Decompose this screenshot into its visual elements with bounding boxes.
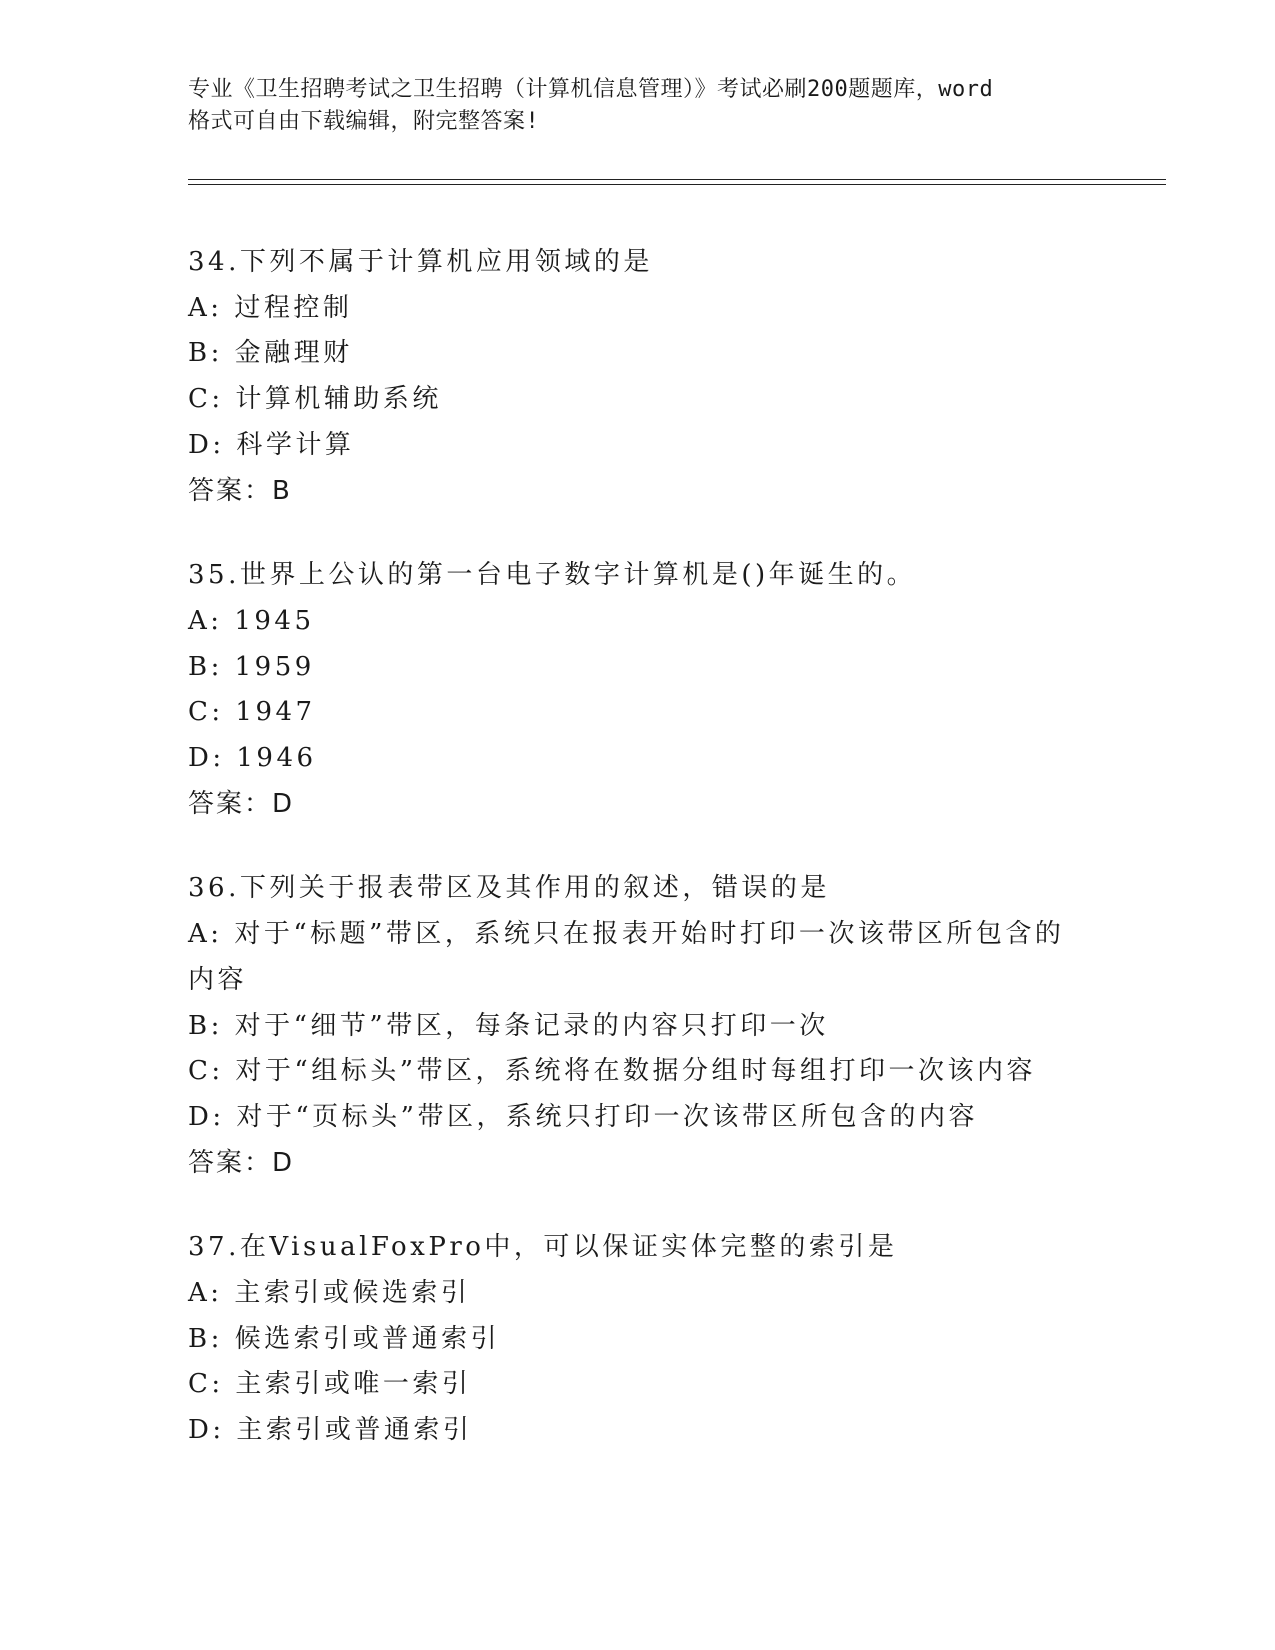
option-text: 1947	[235, 697, 316, 728]
option-text: 主索引或普通索引	[236, 1415, 473, 1446]
option-b	[188, 1317, 1088, 1363]
option-letter: D:	[188, 743, 225, 774]
option-text: 对于“标题”带区，系统只在报表开始时打印一次该带区所包含的内容	[188, 919, 1065, 995]
option-b	[188, 331, 1088, 377]
option-c	[188, 1049, 1088, 1095]
question-34	[188, 240, 1088, 514]
option-d	[188, 423, 1088, 469]
option-b	[188, 645, 1088, 691]
option-c	[188, 377, 1088, 423]
option-letter: B:	[188, 651, 223, 682]
question-stem: 34.下列不属于计算机应用领域的是	[188, 247, 653, 277]
option-text: 对于“组标头”带区，系统将在数据分组时每组打印一次该内容	[235, 1056, 1037, 1087]
option-text: 对于“页标头”带区，系统只打印一次该带区所包含的内容	[236, 1101, 978, 1132]
question-stem: 37.在VisualFoxPro中，可以保证实体完整的索引是	[188, 1232, 898, 1263]
header-divider-top	[188, 179, 1166, 180]
answer-line: 答案：D	[188, 1147, 295, 1178]
option-letter: A:	[188, 292, 223, 323]
option-text: 对于“细节”带区，每条记录的内容只打印一次	[234, 1010, 829, 1041]
option-text: 1946	[236, 743, 317, 774]
option-d	[188, 1408, 1088, 1454]
answer-line: 答案：B	[188, 475, 292, 506]
option-letter: B:	[188, 338, 223, 369]
header-divider-bottom	[188, 184, 1166, 185]
header-line-2: 格式可自由下载编辑，附完整答案!	[188, 109, 540, 134]
answer-line: 答案：D	[188, 788, 295, 819]
option-text: 金融理财	[234, 338, 353, 369]
option-a	[188, 912, 1088, 1003]
header-line-1: 专业《卫生招聘考试之卫生招聘（计算机信息管理）》考试必刷200题题库，word	[188, 77, 994, 102]
option-text: 1945	[234, 605, 315, 636]
question-35	[188, 553, 1088, 827]
option-d	[188, 1095, 1088, 1141]
option-letter: D:	[188, 1415, 225, 1446]
question-36	[188, 866, 1088, 1186]
question-list	[188, 240, 1088, 1493]
option-letter: C:	[188, 697, 224, 728]
option-letter: A:	[188, 605, 223, 636]
option-d	[188, 736, 1088, 782]
option-text: 主索引或唯一索引	[235, 1369, 472, 1400]
option-c	[188, 1362, 1088, 1408]
option-letter: A:	[188, 1278, 223, 1309]
option-text: 计算机辅助系统	[235, 384, 442, 415]
question-stem: 35.世界上公认的第一台电子数字计算机是()年诞生的。	[188, 560, 917, 591]
option-text: 1959	[234, 651, 315, 682]
option-text: 候选索引或普通索引	[234, 1323, 501, 1354]
option-b	[188, 1004, 1088, 1050]
option-letter: D:	[188, 1101, 225, 1132]
option-text: 过程控制	[234, 292, 353, 323]
option-letter: C:	[188, 1056, 224, 1087]
option-letter: B:	[188, 1323, 223, 1354]
option-a	[188, 599, 1088, 645]
option-letter: B:	[188, 1010, 223, 1041]
question-stem: 36.下列关于报表带区及其作用的叙述，错误的是	[188, 873, 830, 904]
option-letter: A:	[188, 919, 223, 950]
option-letter: D:	[188, 429, 225, 460]
option-text: 主索引或候选索引	[234, 1278, 471, 1309]
option-text: 科学计算	[236, 429, 355, 460]
option-c	[188, 690, 1088, 736]
option-letter: C:	[188, 1369, 224, 1400]
option-letter: C:	[188, 384, 224, 415]
question-37	[188, 1225, 1088, 1454]
option-a	[188, 286, 1088, 332]
document-header	[188, 74, 1088, 138]
option-a	[188, 1271, 1088, 1317]
